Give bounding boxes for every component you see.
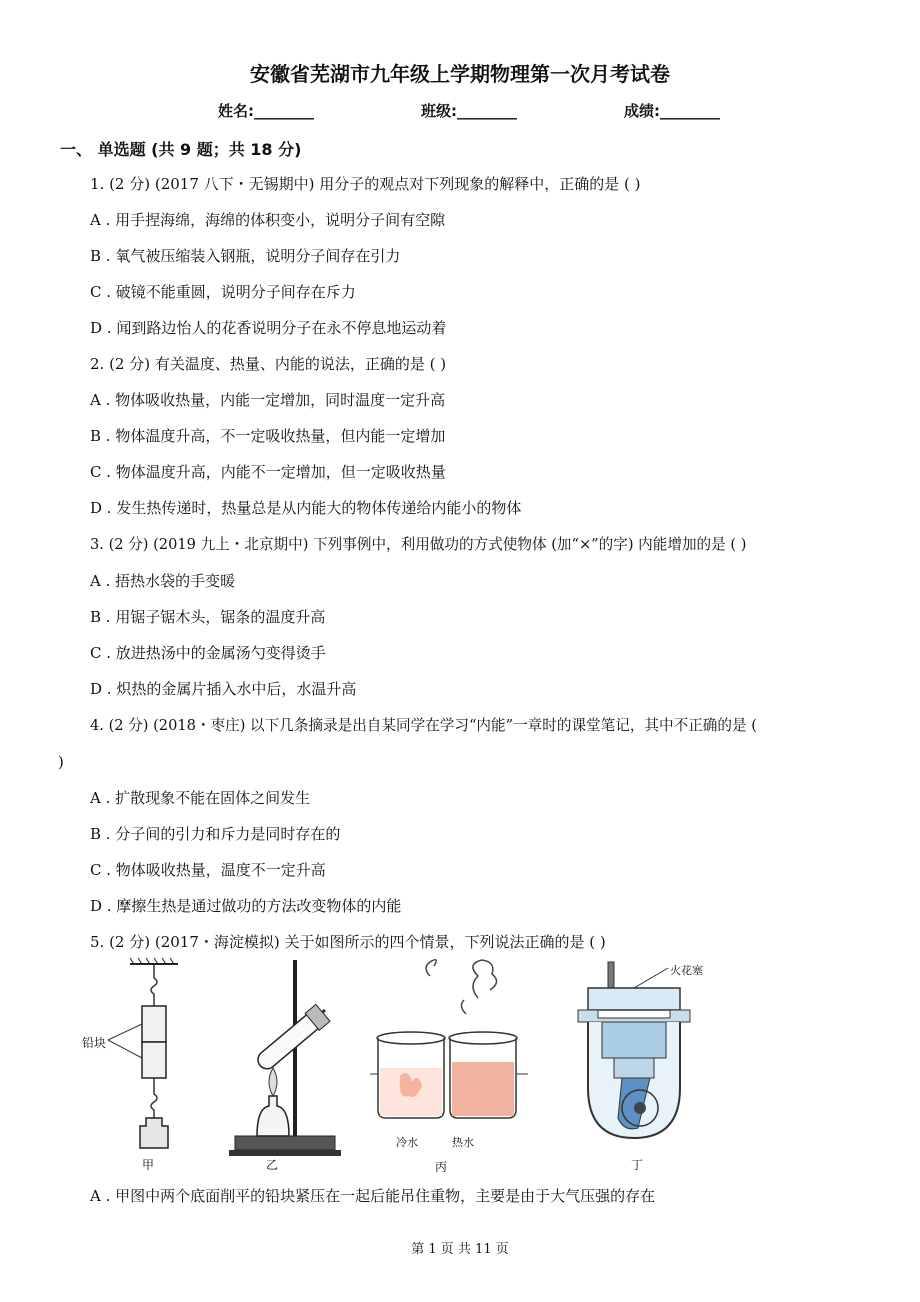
question-4-stem-continuation: ) <box>58 753 64 771</box>
label-spark-plug: 火花塞 <box>670 964 703 977</box>
question-3-option-b: B . 用锯子锯木头，锯条的温度升高 <box>90 608 326 626</box>
question-1-option-c: C . 破镜不能重圆，说明分子间存在斥力 <box>90 283 356 301</box>
label-lead-block: 铅块 <box>82 1036 107 1050</box>
page-footer: 第 1 页 共 11 页 <box>411 1242 509 1257</box>
question-3-stem: 3. (2 分) (2019 九上・北京期中) 下列事例中，利用做功的方式使物体 (加“×”的字) 内能增加的是 ( ) <box>90 536 747 553</box>
question-4-option-c: C . 物体吸收热量，温度不一定升高 <box>90 861 326 879</box>
label-jia: 甲 <box>142 1158 155 1172</box>
question-2-option-a: A . 物体吸收热量，内能一定增加，同时温度一定升高 <box>90 391 446 409</box>
question-2-option-b: B . 物体温度升高，不一定吸收热量，但内能一定增加 <box>90 427 446 445</box>
question-5-figure <box>80 958 720 1178</box>
class-field: 班级:________ <box>421 102 517 120</box>
question-2-option-c: C . 物体温度升高，内能不一定增加，但一定吸收热量 <box>90 463 446 481</box>
label-cold-water: 冷水 <box>396 1136 418 1149</box>
question-1-option-a: A . 用手捏海绵，海绵的体积变小，说明分子间有空隙 <box>90 211 446 229</box>
question-2-option-d: D . 发生热传递时，热量总是从内能大的物体传递给内能小的物体 <box>90 499 522 517</box>
figure-yi-test-tube <box>225 958 355 1178</box>
question-3-option-c: C . 放进热汤中的金属汤勺变得烫手 <box>90 644 326 662</box>
question-5-stem: 5. (2 分) (2017・海淀模拟) 关于如图所示的四个情景，下列说法正确的是 ( ) <box>90 933 606 951</box>
question-4-option-d: D . 摩擦生热是通过做功的方法改变物体的内能 <box>90 897 402 915</box>
label-bing: 丙 <box>435 1160 448 1174</box>
label-yi: 乙 <box>266 1158 279 1172</box>
label-ding: 丁 <box>631 1158 644 1172</box>
question-5-option-a: A . 甲图中两个底面削平的铅块紧压在一起后能吊住重物，主要是由于大气压强的存在 <box>90 1187 656 1205</box>
label-hot-water: 热水 <box>452 1136 474 1149</box>
question-1-option-b: B . 氧气被压缩装入钢瓶，说明分子间存在引力 <box>90 247 401 265</box>
question-1-stem: 1. (2 分) (2017 八下・无锡期中) 用分子的观点对下列现象的解释中，正确的是 ( ) <box>90 175 641 193</box>
question-3-option-d: D . 炽热的金属片插入水中后，水温升高 <box>90 680 357 698</box>
page-title: 安徽省芜湖市九年级上学期物理第一次月考试卷 <box>250 62 670 86</box>
question-1-option-d: D . 闻到路边怡人的花香说明分子在永不停息地运动着 <box>90 319 447 337</box>
question-2-stem: 2. (2 分) 有关温度、热量、内能的说法，正确的是 ( ) <box>90 355 447 373</box>
name-field: 姓名:________ <box>218 102 314 120</box>
section-title: 一、 单选题 (共 9 题；共 18 分) <box>60 140 302 159</box>
question-4-option-a: A . 扩散现象不能在固体之间发生 <box>90 789 311 807</box>
figure-jia-lead-blocks <box>80 958 200 1178</box>
question-4-stem: 4. (2 分) (2018・枣庄) 以下几条摘录是出自某同学在学习“内能”一章时的课堂笔记，其中不正确的是 ( <box>90 717 757 734</box>
score-field: 成绩:________ <box>624 102 720 120</box>
figure-ding-engine <box>568 958 718 1178</box>
question-4-option-b: B . 分子间的引力和斥力是同时存在的 <box>90 825 341 843</box>
question-3-option-a: A . 捂热水袋的手变暖 <box>90 572 236 590</box>
